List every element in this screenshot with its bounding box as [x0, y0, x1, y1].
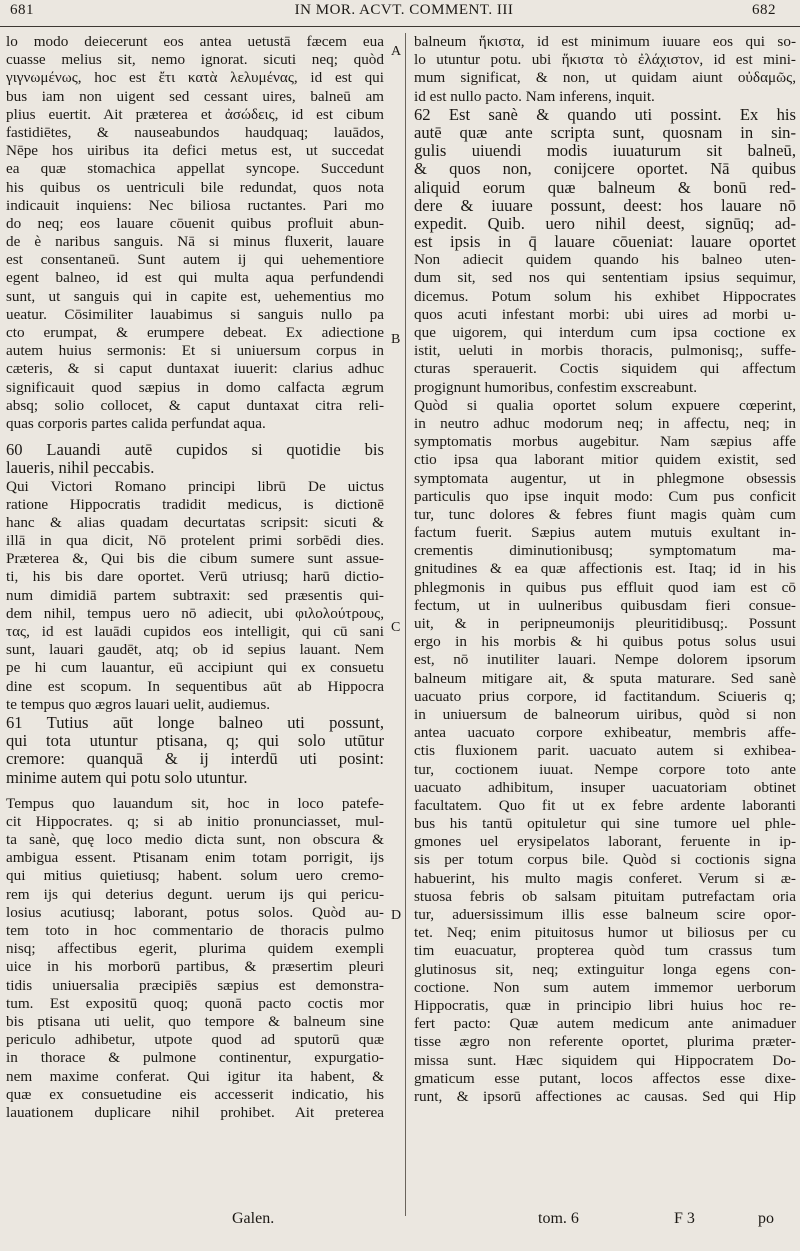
text-line: ti, his bis dare oportet. Verū utriusq; harū dictio-	[6, 568, 384, 586]
text-line: pe hi cum lauantur, eū accipiunt qui ex consuetu	[6, 659, 384, 677]
text-line: crementis diminutionibusq; symptomatum ma-	[414, 542, 796, 560]
column-divider	[405, 33, 406, 1216]
text-line: de è naribus sanguis. Nā si minus fluxerit, lauare	[6, 233, 384, 251]
text-line: sunt, ut sanguis qui in capite est, uehementius mo	[6, 287, 384, 305]
text-line: fert pacto: Quæ autem medicum ante animaduer	[414, 1015, 796, 1033]
text-line: Nēpe hos uiribus ita defici metus est, ut succedat	[6, 142, 384, 160]
text-line: bus iam non uigent sed cessant uires, balneū am	[6, 87, 384, 105]
tome-number: tom. 6	[538, 1210, 579, 1227]
text-line: cuasse melius sit, nemo ignorat. sicuti neq; quòd	[6, 51, 384, 69]
text-line: runt, & ipsorū affectiones ac causas. Sed qui Hip	[414, 1087, 796, 1105]
text-line: illā in qua dicit, Nō protelent primi sorbēdi dies.	[6, 532, 384, 550]
text-line: habuerint, his multo magis conferet. Verum si æ-	[414, 869, 796, 887]
text-line: plius euertit. Ait præterea et ἀσώδεις, id est cibum	[6, 105, 384, 123]
text-line: tidis uniuersalia præcipiēs sæpius est demonstra-	[6, 976, 384, 994]
text-line: que uigorem, qui interdum cum ipsa coctione ex	[414, 324, 796, 341]
text-line: phlegmonis in quibus pus effluit quod iam est cō	[414, 578, 796, 596]
text-line: cto erumpat, & erumpere debeat. Ex adiectione	[6, 324, 384, 341]
text-line: dine est scopum. In sequentibus aūt ab Hippocra	[6, 677, 384, 695]
margin-marker-a: A	[391, 44, 402, 59]
text-line: ambigua essent. Ptisanam enim totam porrigit, ijs	[6, 849, 384, 867]
text-line: balneum mitigare ait, & sputa maturare. Sed sanè	[414, 669, 796, 687]
text-line: losius acutiusq; laborant, potus solos. Quòd au-	[6, 903, 384, 921]
text-line: Qui Victori Romano principi librū De uictus	[6, 477, 384, 495]
text-line: bus his tantū opituletur qui sine tumore uel phle-	[414, 815, 796, 833]
text-line: istit, ueluti in morbis thoracis, pulmonisq;, suffe-	[414, 342, 796, 360]
text-line: id est nullo pacto. Nam inferens, inquit.	[414, 87, 655, 105]
text-line: tur, aduersissimum illis esse balneum scire opor-	[414, 906, 796, 923]
text-line: qui mitius quietiusq; habent. solum uero cremo-	[6, 867, 384, 885]
catchword-left: Galen.	[232, 1210, 275, 1227]
text-line: ergo in his morbis & hi quibus potus solus usui	[414, 633, 796, 651]
text-line: dum sit, sed nos qui sententiam ipsius sequimur,	[414, 269, 796, 287]
left-column	[6, 33, 384, 1122]
paragraph-gap	[6, 433, 384, 441]
text-line: in uniuersum de balneorum uiribus, quòd si non	[414, 705, 796, 723]
text-line: te tempus quo ægros lauari uelit, audiemus.	[6, 695, 271, 713]
text-line: 62 Est sanè & quando uti possint. Ex his	[414, 105, 796, 124]
text-line: est, nō inutiliter lauari. Nempe dolorem ipsorum	[414, 651, 796, 669]
text-line: lo utuntur potu. ubi ἥκιστα τὸ ἐλάχιστον, id est mini-	[414, 51, 796, 69]
text-line: missa sunt. Hæc siquidem qui Hippocratem Do-	[414, 1051, 796, 1069]
right-page-number: 682	[752, 2, 776, 18]
text-line: balneum ἥκιστα, id est minimum iuuare eos qui so-	[414, 33, 796, 50]
text-line: lauationem duplicare nihil prohibet. Ait preterea	[6, 1103, 384, 1121]
text-line: autem huius sermonis: Et si uniuersum corpus in	[6, 342, 384, 360]
text-line: 61 Tutius aūt longe balneo uti possunt,	[6, 713, 384, 732]
text-line: ta sanè, quę loco medio dicta sunt, non obscura &	[6, 831, 384, 849]
text-line: Tempus quo lauandum sit, hoc in loco patefe-	[6, 794, 384, 812]
text-line: antea uacuato corpore exhibeatur, membris affe-	[414, 724, 796, 742]
text-line: hanc & alias quadam decurtatas scripsit: sicuti &	[6, 513, 384, 531]
text-line: absq; solio collocet, & caput duntaxat citra reli-	[6, 396, 384, 414]
text-line: gmones uel erysipelatos laborant, feruente in ip-	[414, 833, 796, 851]
text-line: uit, & in peripneumonijs pleuritidibusq;. Possunt	[414, 615, 796, 632]
text-line: dem nihil, tempus uero nō adiecit, ubi φιλολούτρους,	[6, 604, 384, 622]
text-line: symptomata augentur, ut in phlegmone obsessis	[414, 469, 796, 487]
text-line: bis ptisana uti uelit, quo tempore & balneum sine	[6, 1012, 384, 1030]
margin-marker-b: B	[391, 332, 401, 347]
text-line: in thorace & pulmone continentur, expurgatio-	[6, 1049, 384, 1067]
text-line: qui tota utuntur ptisana, q; qui solo utūtur	[6, 732, 384, 751]
text-line: sis per totum corpus bile. Quòd si coctionis signa	[414, 851, 796, 869]
text-line: tet. Neq; enim pituitosus humor ut biliosus per cu	[414, 924, 796, 942]
text-line: ueatur. Cōsimiliter lauabimus si sanguis nullo pa	[6, 305, 384, 323]
text-line: facultatem. Quo fit ut ex febre ardente laboranti	[414, 796, 796, 814]
text-line: τας, id est lauādi cupidos eos intelligit, qui cū sani	[6, 623, 384, 640]
text-line: significauit quod sæpius in domo calfacta ægrum	[6, 378, 384, 396]
header-rule	[0, 26, 800, 27]
text-line: dere & iuuare possunt, deest: hos lauare nō	[414, 196, 796, 215]
text-line: tem toto in hoc commentario de thoracis pulmo	[6, 922, 384, 939]
right-column	[414, 33, 796, 1106]
text-line: & quos non, conijcere oportet. Nā quibus	[414, 160, 796, 179]
text-line: indicauit inquiens: Nec biliosa ructantes. Pari mo	[6, 196, 384, 214]
text-line: lo modo deiecerunt eos antea uetustā fæcem eua	[6, 33, 384, 50]
text-line: dicemus. Potum solum his exhibet Hippocrates	[414, 287, 796, 305]
text-line: mum significat, & non, ut quidam aiunt οὐδαμῶς,	[414, 69, 796, 87]
text-line: particulis quo ipse inquit modo: Cum pus conficit	[414, 487, 796, 505]
text-line: minime autem qui potu solo utuntur.	[6, 768, 248, 787]
catchword-right: po	[758, 1210, 774, 1227]
text-line: laueris, nihil peccabis.	[6, 459, 155, 478]
running-title: IN MOR. ACVT. COMMENT. III	[294, 2, 514, 18]
text-line: expedit. Quib. uero nihil deest, signūq; ad-	[414, 214, 796, 233]
text-line: cæteris, & si caput duntaxat iuuerit: clarius adhuc	[6, 360, 384, 378]
text-line: symptomatis morbus augebitur. Nam sæpius affe	[414, 433, 796, 451]
text-line: periculo adhibetur, utpote quod ad sputorū quæ	[6, 1031, 384, 1049]
text-line: autē quæ ante scripta sunt, quosnam in sin-	[414, 123, 796, 142]
text-line: sunt, lauari gaudēt, atq; ob id sepius lauant. Nem	[6, 641, 384, 659]
text-line: tim euacuatur, propterea quòd tum crassus tum	[414, 942, 796, 960]
text-line: Hippocratis, quæ in principio libri huius hoc re-	[414, 996, 796, 1014]
text-line: nisq; affectibus egerit, plurima quidem exempli	[6, 940, 384, 958]
text-line: est consentaneū. Sunt autem ij qui uehementiore	[6, 251, 384, 269]
text-line: est ipsis in q̄ lauare cōueniat: lauare oportet	[414, 233, 796, 252]
text-line: Præterea &, Qui bis die cibum sumere sunt assue-	[6, 550, 384, 568]
text-line: tur, coctionem iuuat. Nempe corpore toto ante	[414, 760, 796, 778]
text-line: quæ ex consuetudine eis accesserit indicatio, his	[6, 1085, 384, 1103]
text-line: gmaticum esse putant, locos affectos esse dixe-	[414, 1069, 796, 1087]
text-line: quos acuti infestant morbi: ubi uires ad morbi u-	[414, 305, 796, 323]
paragraph-gap	[6, 787, 384, 795]
margin-marker-c: C	[391, 620, 401, 635]
signature-mark: F 3	[674, 1210, 695, 1227]
text-line: his quibus os uentriculi bile redundat, quos nota	[6, 178, 384, 196]
left-page-number: 681	[10, 2, 34, 18]
text-line: tisse ægro non referente oportet, plurima præter-	[414, 1033, 796, 1051]
text-line: egent balneo, id est qui multa aqua perfundendi	[6, 269, 384, 287]
text-line: uacuato prius corpore, id factitandum. Sciueris q;	[414, 687, 796, 705]
text-line: ctis fluxionem parit. uacuato autem si exhibea-	[414, 742, 796, 760]
text-line: tum. Est expositū quoq; quonā pacto coctis mor	[6, 994, 384, 1012]
text-line: ratione Hippocratis tradidit medicus, is dictionē	[6, 495, 384, 513]
text-line: gulis uiuendi modis iuuaturum sit balneū,	[414, 142, 796, 161]
text-line: 60 Lauandi autē cupidos si quotidie bis	[6, 441, 384, 460]
text-line: factum fuerit. Sæpius autem mutuis exultant in-	[414, 524, 796, 542]
text-line: progignunt humoribus, confestim exscreabunt.	[414, 378, 698, 396]
text-line: Quòd si qualia oportet solum expuere cœperint,	[414, 396, 796, 414]
text-line: quas corporis partes calida perfundat aqua.	[6, 414, 266, 432]
text-line: uice in his morborū partibus, & præsertim pleuri	[6, 958, 384, 976]
text-line: rem ijs qui deterius degunt. uerum ijs qui pericu-	[6, 885, 384, 903]
text-line: cit Hippocrates. q; si ab initio pronunciasset, mul-	[6, 812, 384, 830]
text-line: glutinosus sit, neq; extinguitur longa egens con-	[414, 960, 796, 978]
margin-marker-d: D	[391, 908, 402, 923]
text-line: aliquid eorum quæ balneum & bonū red-	[414, 178, 796, 197]
text-line: fectum, ut in uulneribus quibusdam fieri consue-	[414, 596, 796, 614]
text-line: nem maxime conferat. Qui igitur ita habent, &	[6, 1067, 384, 1085]
text-line: num dimidiā partem subtraxit: sed præsentis qui-	[6, 586, 384, 604]
running-header	[0, 0, 800, 24]
text-line: do neq; eos lauare cōuenit quibus profluit abun-	[6, 214, 384, 232]
text-line: ctio ipsa qua laborant mitior quidem existit, sed	[414, 451, 796, 469]
text-line: ea quæ stomachica appellat syncope. Succedunt	[6, 160, 384, 178]
text-line: cremore: quanquā & ij interdū uti posint:	[6, 750, 384, 769]
text-line: tur, tunc dolores & febres fiunt magis quàm cum	[414, 505, 796, 523]
text-line: cturas sperauerit. Coctis siquidem qui affectum	[414, 360, 796, 378]
text-line: in neutro adhuc modorum neq; in affectu, neq; in	[414, 414, 796, 432]
text-line: fastidiētes, & nauseabundos haudquaq; lauādos,	[6, 123, 384, 141]
text-line: Non adiecit quidem quando his balneo uten-	[414, 251, 796, 269]
text-line: coctione. Non sum autem immemor uerborum	[414, 978, 796, 996]
text-line: γιγνωμένως, hoc est ἔτι κατὰ λελυμένας, id est qui	[6, 69, 384, 87]
text-line: gnitudines & ea quæ affectionis est. Itaq; id in his	[414, 560, 796, 578]
text-line: stuosa febris ob salsam pituitam putrefactam oria	[414, 887, 796, 905]
text-line: uacuato adhibitum, insuper uacuatoriam obtinet	[414, 778, 796, 796]
